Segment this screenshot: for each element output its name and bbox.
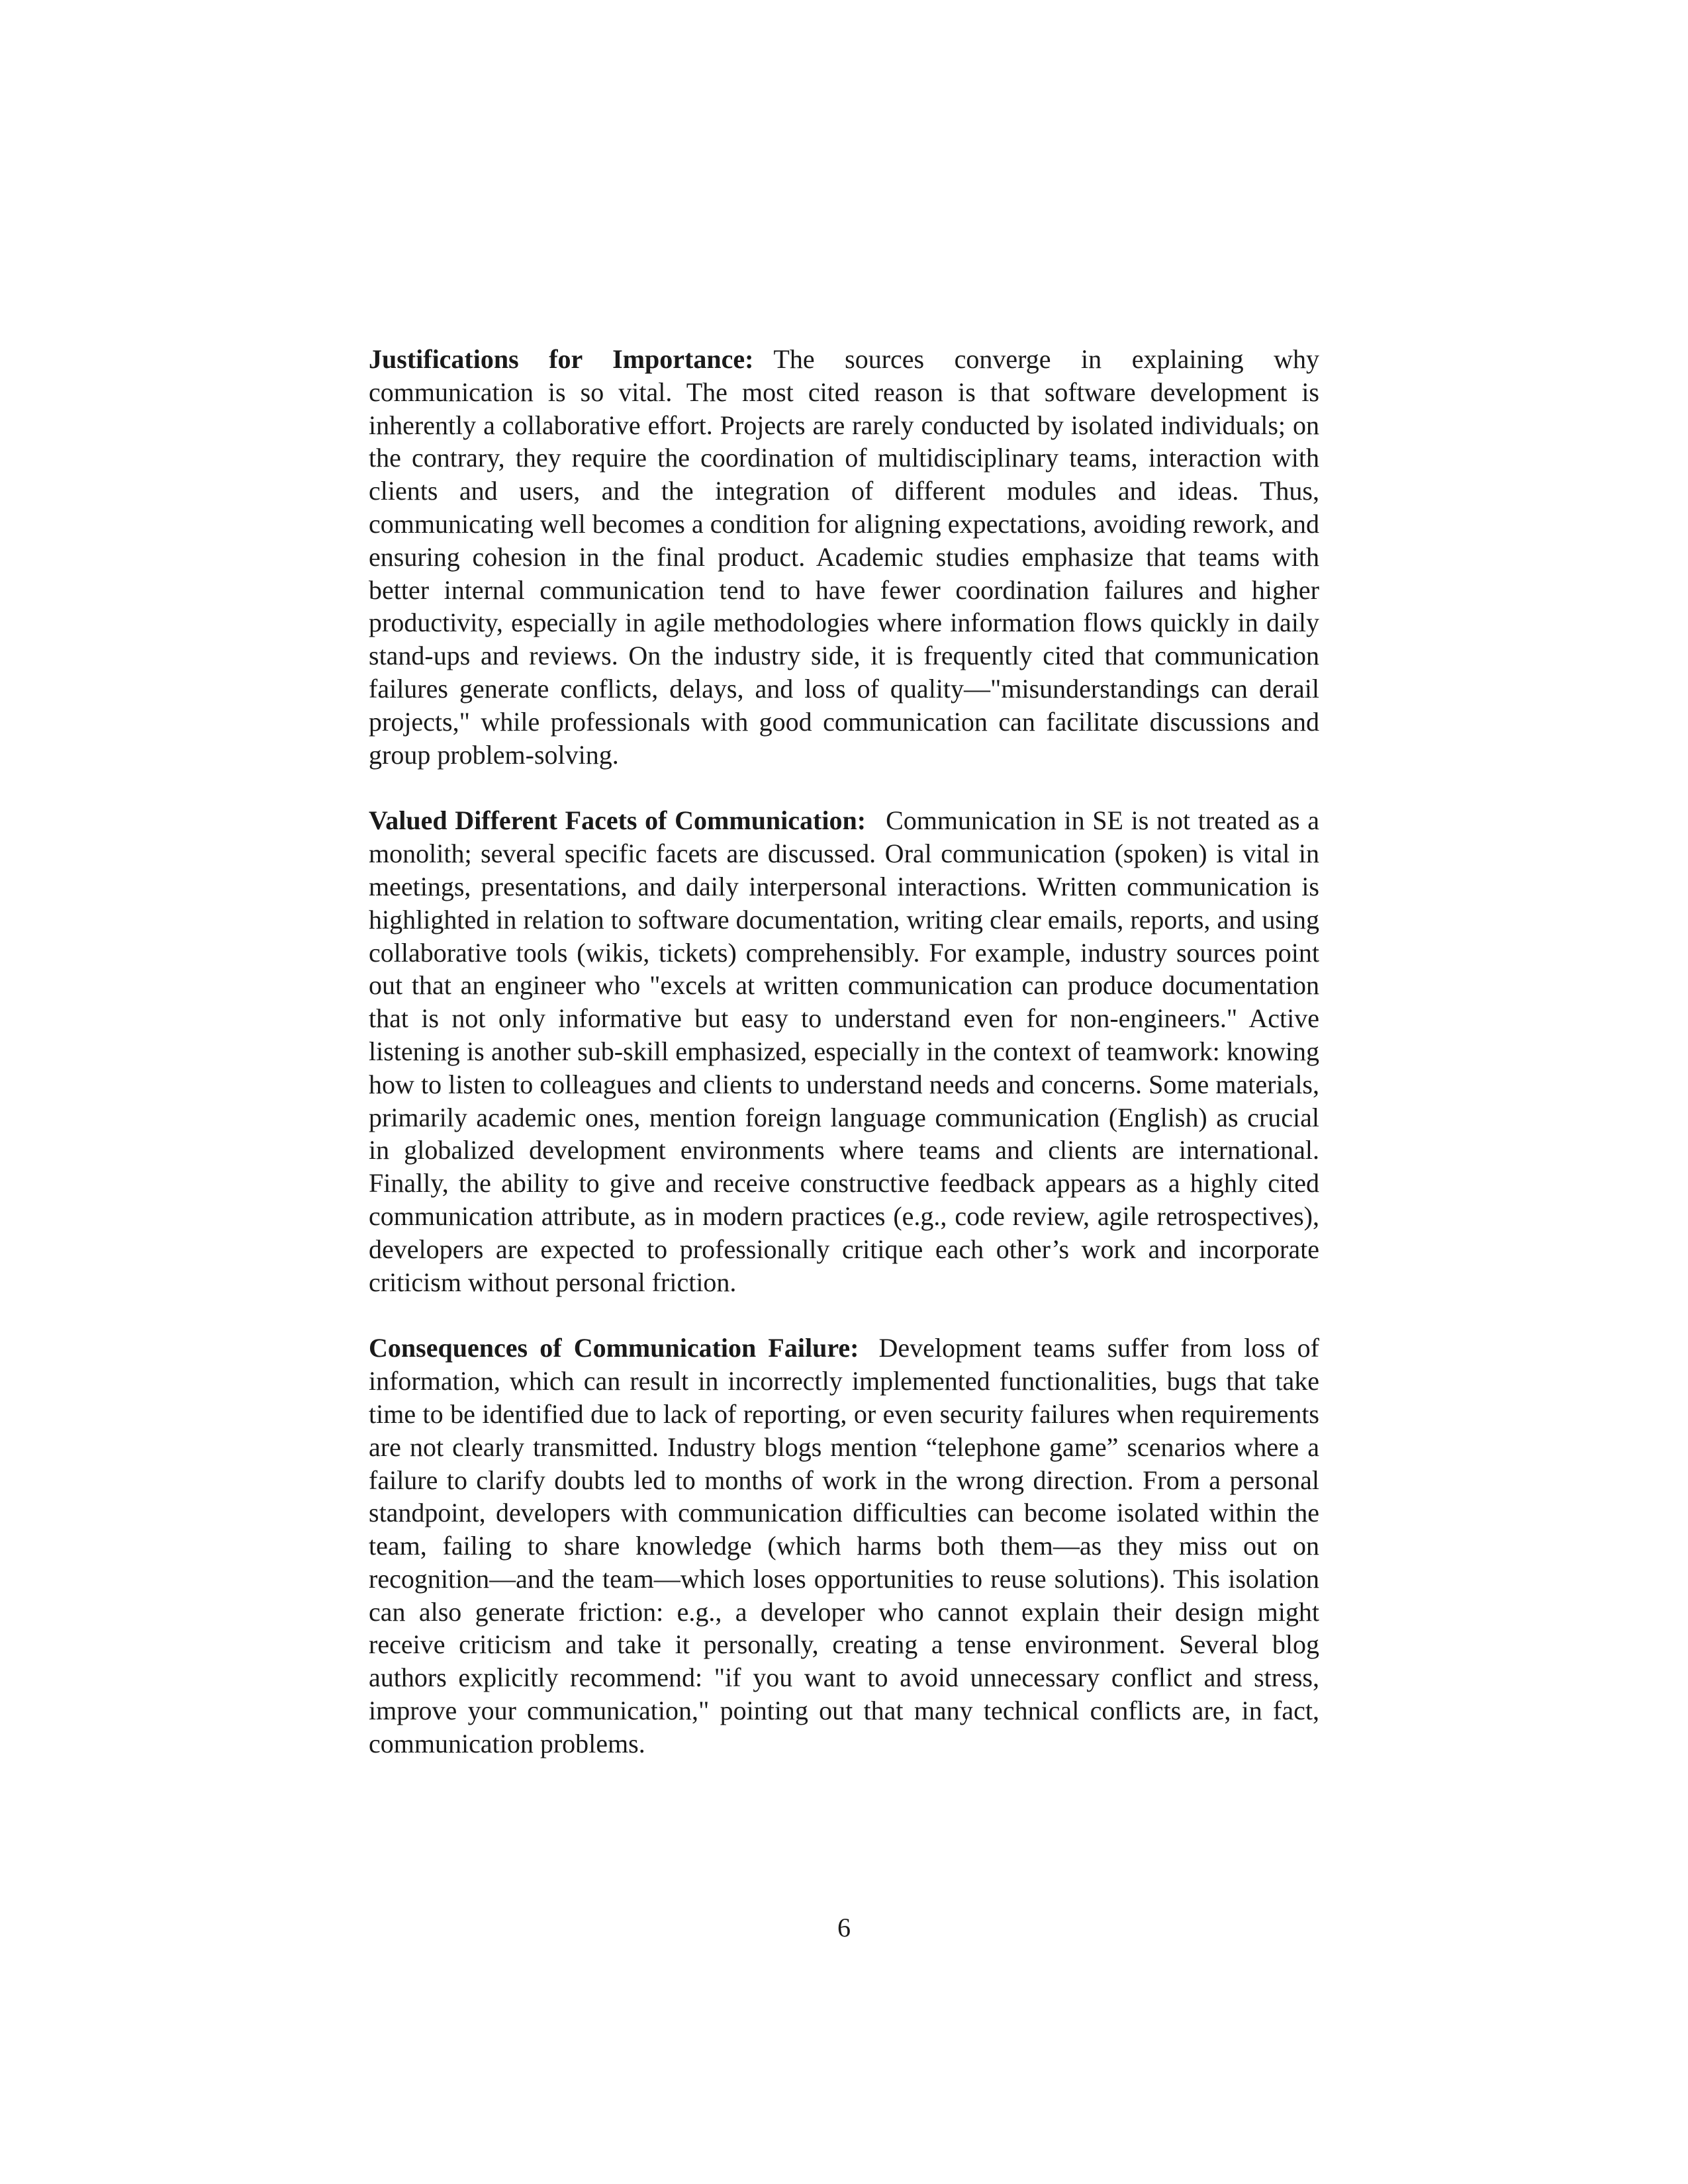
paragraph-consequences (369, 1332, 1319, 1760)
paragraph-justifications (369, 343, 1319, 771)
paragraph-facets (369, 804, 1319, 1298)
paragraph-text: The sources converge in explaining why communication is so vital. The most cited reason is that software development is inherently a collaborative effort. Projects are rarely conducted by isolated individuals; on the contrary, they require the coordination of multidisciplinary teams, interaction with clients and users, and the integration of different modules and ideas. Thus, communicating well becomes a condition for aligning expectations, avoiding rework, and ensuring cohesion in the final product. Academic studies emphasize that teams with better internal communication tend to have fewer coordination failures and higher productivity, especially in agile methodologies where information flows quickly in daily stand-ups and reviews. On the industry side, it is frequently cited that communication failures generate conflicts, delays, and loss of quality—"misunderstandings can derail projects," while professionals with good communication can facilitate discussions and group problem-solving. (369, 344, 1319, 770)
text-column (369, 343, 1319, 1794)
paragraph-heading: Consequences of Communication Failure: (369, 1333, 859, 1363)
paragraph-text: Development teams suffer from loss of information, which can result in incorrectly implemented functionalities, bugs that take time to be identified due to lack of reporting, or even security failures when requirements are not clearly transmitted. Industry blogs mention “telephone game” scenarios where a failure to clarify doubts led to months of work in the wrong direction. From a personal standpoint, developers with communication difficulties can become isolated within the team, failing to share knowledge (which harms both them—as they miss out on recognition—and the team—which loses opportunities to reuse solutions). This isolation can also generate friction: e.g., a developer who cannot explain their design might receive criticism and take it personally, creating a tense environment. Several blog authors explicitly recommend: "if you want to avoid unnecessary conflict and stress, improve your communication," pointing out that many technical conflicts are, in fact, communication problems. (369, 1333, 1319, 1758)
page-number: 6 (837, 1913, 851, 1942)
paragraph-text: Communication in SE is not treated as a monolith; several specific facets are discussed. Oral communication (spoken) is vital in meetings, presentations, and daily interpersonal interactions. Written communication is highlighted in relation to software documentation, writing clear emails, reports, and using collaborative tools (wikis, tickets) comprehensibly. For example, industry sources point out that an engineer who "excels at written communication can produce documentation that is not only informative but easy to understand even for non-engineers." Active listening is another sub-skill emphasized, especially in the context of teamwork: knowing how to listen to colleagues and clients to understand needs and concerns. Some materials, primarily academic ones, mention foreign language communication (English) as crucial in globalized development environments where teams and clients are international. Finally, the ability to give and receive constructive feedback appears as a highly cited communication attribute, as in modern practices (e.g., code review, agile retrospectives), developers are expected to professionally critique each other’s work and incorporate criticism without personal friction. (369, 805, 1319, 1297)
paragraph-heading: Valued Different Facets of Communication: (369, 805, 867, 836)
paragraph-heading: Justifications for Importance: (369, 344, 754, 374)
